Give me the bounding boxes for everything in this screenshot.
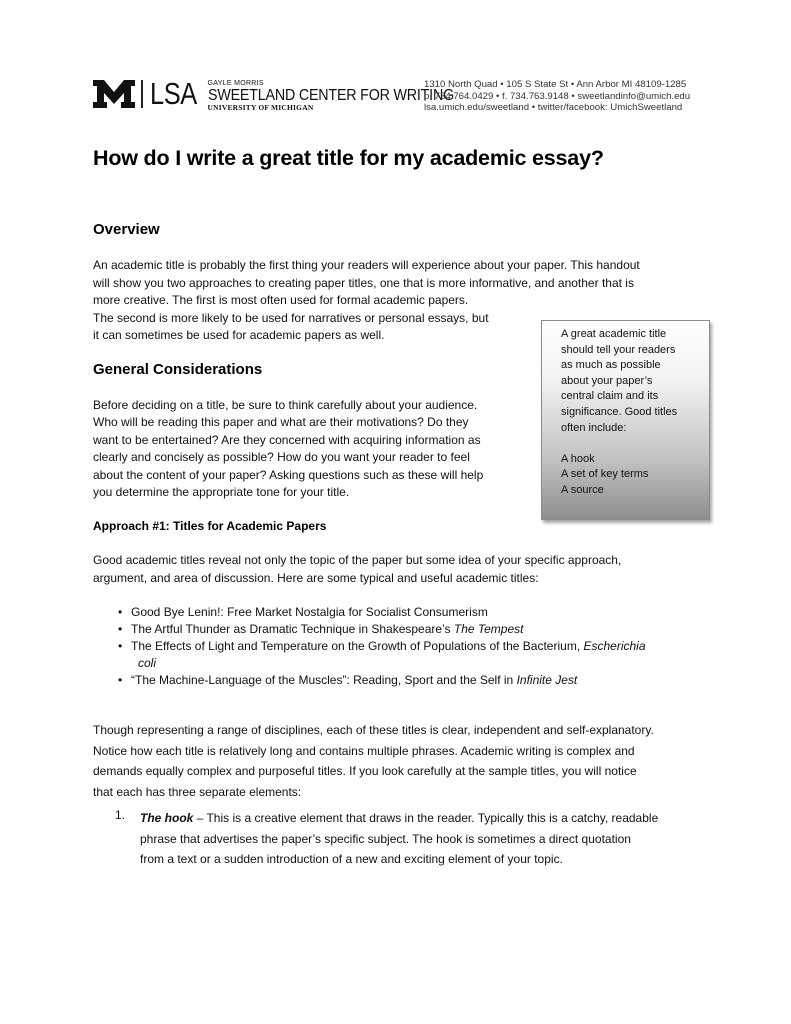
logo-university-text: UNIVERSITY OF MICHIGAN [207,103,314,112]
logo-small-text: GAYLE MORRIS [207,80,264,87]
text-line: An academic title is probably the first thing your readers will experience about your paper. This handout [93,258,640,272]
list-item [115,638,646,672]
callout-line: often include: [561,421,627,434]
example-titles-list [115,604,646,689]
contact-info [424,79,690,114]
text-line: that each has three separate elements: [93,784,302,799]
list-number: 1. [115,808,126,822]
general-considerations-heading: General Considerations [93,361,263,378]
text-line: Though representing a range of disciplines, each of these titles is clear, independent and self-explanatory. [93,723,654,737]
callout-item-source: A source [561,483,604,496]
overview-heading: Overview [93,221,160,238]
contact-phone-email: p. 734.764.0429 • f. 734.763.9148 • sweetlandinfo@umich.edu [424,90,691,102]
text-line: will show you two approaches to creating paper titles, one that is more informative, and another that is [93,275,634,290]
logo-lsa: LSA [149,76,197,111]
example-title: Good Bye Lenin!: Free Market Nostalgia for Socialist Consumerism [131,605,488,619]
callout-line: as much as possible [561,359,661,372]
example-title-italic-continued: coli [138,656,157,670]
text-line: more creative. The first is most often used for formal academic papers. [93,293,469,307]
text-line [140,808,658,829]
text-line: it can sometimes be used for academic papers as well. [93,328,385,342]
example-title: The Effects of Light and Temperature on the Growth of Populations of the Bacterium, [131,639,584,653]
analysis-paragraph [93,720,654,802]
text-line: Before deciding on a title, be sure to think carefully about your audience. [93,398,478,412]
text-line: Good academic titles reveal not only the topic of the paper but some idea of your specific approach, [93,553,622,567]
text-line: The second is more likely to be used for narratives or personal essays, but [93,310,489,325]
list-item [115,672,646,689]
callout-item-hook: A hook [561,452,595,465]
example-title-italic: Escherichia [583,639,646,653]
text-line: about the content of your paper? Asking questions such as these will help [93,467,484,482]
text-line: phrase that advertises the paper’s specific subject. The hook is sometimes a direct quotation [140,831,631,846]
text-line: you determine the appropriate tone for your title. [93,485,350,500]
callout-line: significance. Good titles [561,405,678,418]
logo-divider [141,80,143,108]
text-line: Notice how each title is relatively long and contains multiple phrases. Academic writing is complex and [93,743,635,758]
bullet-icon: • [118,622,123,636]
element-description [140,808,658,870]
text-line: from a text or a sudden introduction of a new and exciting element of your topic. [140,852,563,866]
bullet-icon: • [118,639,123,653]
umich-block-m-icon [93,80,135,108]
contact-web-social: lsa.umich.edu/sweetland • twitter/facebook: UmichSweetland [424,102,683,113]
contact-address: 1310 North Quad • 105 S State St • Ann Arbor MI 48109-1285 [424,79,687,90]
callout-line: A great academic title [561,328,667,340]
callout-line: should tell your readers [561,343,676,356]
list-item [115,621,646,638]
callout-line: central claim and its [561,390,659,403]
element-term: The hook [140,811,194,825]
element-first-line: – This is a creative element that draws in the reader. Typically this is a catchy, readable [193,811,659,825]
bullet-icon: • [118,605,123,619]
example-title: The Artful Thunder as Dramatic Technique in Shakespeare’s [131,622,454,636]
callout-item-key-terms: A set of key terms [561,468,649,481]
general-considerations-paragraph [93,397,483,501]
bullet-icon: • [118,673,123,687]
logo-main-text: SWEETLAND CENTER FOR WRITING [207,87,454,104]
text-line: argument, and area of discussion. Here are some typical and useful academic titles: [93,570,539,585]
page-title: How do I write a great title for my academic essay? [93,146,604,170]
example-title-italic: Infinite Jest [516,673,578,687]
list-item [115,604,646,621]
text-line: demands equally complex and purposeful titles. If you look carefully at the sample titles, you will notice [93,764,637,778]
text-line: want to be entertained? Are they concerned with acquiring information as [93,432,481,447]
approach-1-heading: Approach #1: Titles for Academic Papers [93,519,327,533]
example-title-italic: The Tempest [453,622,524,636]
callout-line: about your paper’s [561,374,653,387]
text-line: Who will be reading this paper and what are their motivations? Do they [93,415,469,430]
text-line: clearly and concisely as possible? How do you want your reader to feel [93,450,470,465]
sweetland-logo [93,76,475,114]
callout-spacer [561,436,699,452]
example-title: “The Machine-Language of the Muscles”: Reading, Sport and the Self in [131,673,517,687]
approach-1-paragraph [93,552,621,587]
callout-box [541,320,710,520]
